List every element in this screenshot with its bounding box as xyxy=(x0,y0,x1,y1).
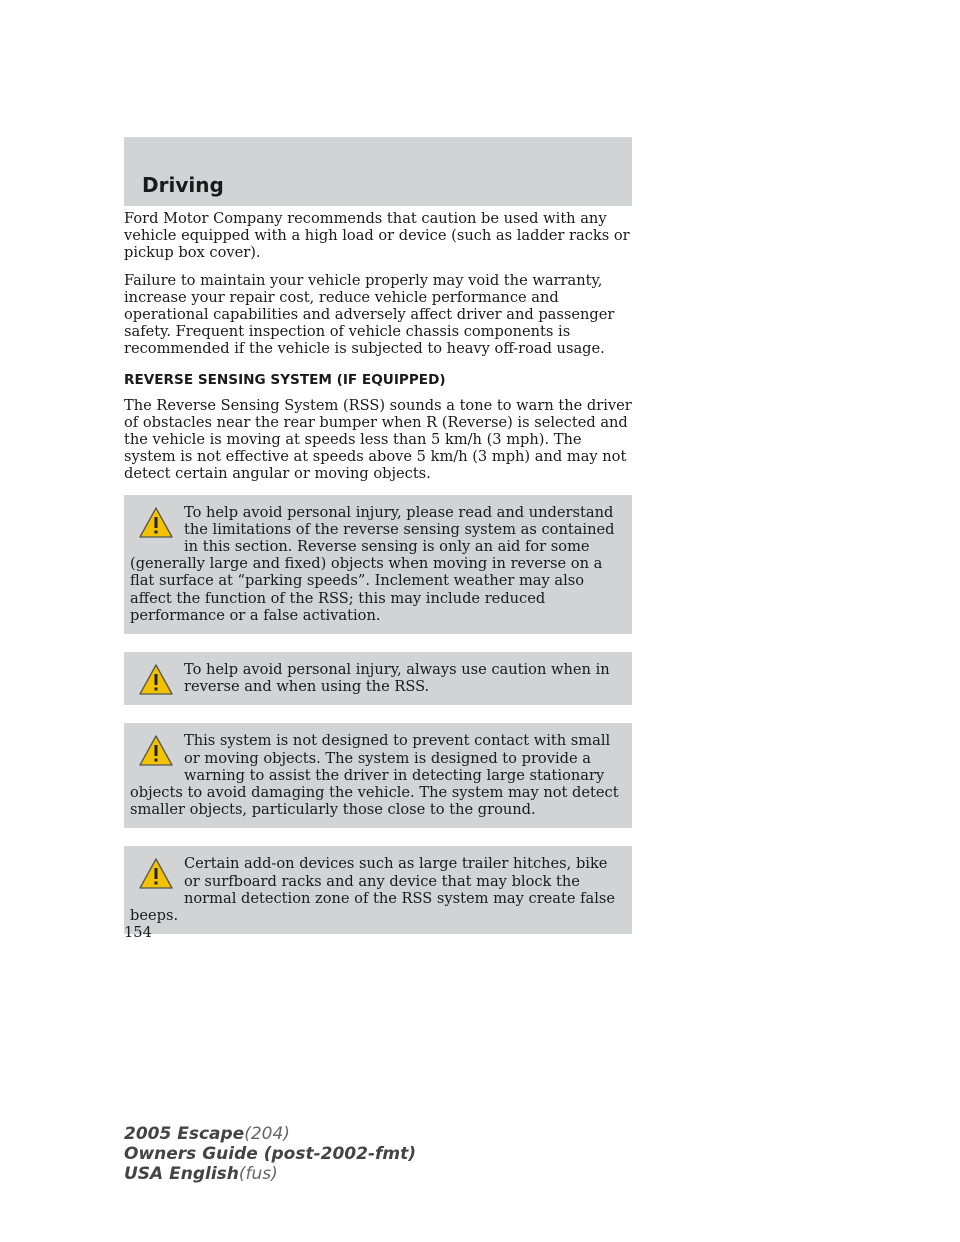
warning-text: To help avoid personal injury, always use caution when in reverse and when using the RSS. xyxy=(184,661,610,696)
footer-guide: Owners Guide (post-2002-fmt) xyxy=(124,1144,417,1164)
warning-triangle-icon xyxy=(138,857,174,891)
section-heading: REVERSE SENSING SYSTEM (IF EQUIPPED) xyxy=(124,371,446,388)
warning-triangle-icon xyxy=(138,734,174,768)
warning-box xyxy=(124,495,632,634)
section-title: Driving xyxy=(142,173,224,197)
page-number: 154 xyxy=(124,924,152,941)
section-header-band xyxy=(124,137,632,206)
warning-text: Certain add-on devices such as large trailer hitches, bike or surfboard racks and any device that may block the normal detection zone of the RSS system may create false beeps. xyxy=(130,855,616,925)
section-intro: The Reverse Sensing System (RSS) sounds a tone to warn the driver of obstacles near the rear bumper when R (Reverse) is selected and the vehicle is moving at speeds less than 5 km/h (3 mph). The system is not effective at speeds above 5 km/h (3 mph) and may not detect certain angular or moving objects. xyxy=(124,396,632,483)
footer-language-code: (fus) xyxy=(238,1164,278,1184)
warning-box xyxy=(124,723,632,828)
warning-box xyxy=(124,846,632,934)
warning-triangle-icon xyxy=(138,506,174,540)
warning-text: This system is not designed to prevent contact with small or moving objects. The system is designed to provide a warning to assist the driver in detecting large stationary objects to avoid damaging the vehicle. The system may not detect smaller objects, particularly those close to the ground. xyxy=(130,732,619,819)
page-content xyxy=(124,210,632,952)
warning-triangle-icon xyxy=(138,663,174,697)
warning-box xyxy=(124,652,632,705)
footer-language: USA English xyxy=(124,1164,239,1184)
paragraph: Ford Motor Company recommends that caution be used with any vehicle equipped with a high load or device (such as ladder racks or pickup box cover). xyxy=(124,210,630,262)
footer-line xyxy=(124,1124,416,1144)
warning-text: To help avoid personal injury, please read and understand the limitations of the reverse sensing system as contained in this section. Reverse sensing is only an aid for some (generally large and fixed) objects when moving in reverse on a flat surface at “parking speeds”. Inclement weather may also affect the function of the RSS; this may include reduced performance or a false activation. xyxy=(130,503,615,624)
footer-line xyxy=(124,1164,416,1184)
paragraph: Failure to maintain your vehicle properly may void the warranty, increase your repair cost, reduce vehicle performance and operational capabilities and adversely affect driver and passenger safety. Frequent inspection of vehicle chassis components is recommended if the vehicle is subjected to heavy off-road usage. xyxy=(124,271,615,358)
footer-model: 2005 Escape xyxy=(124,1124,245,1144)
footer-model-code: (204) xyxy=(244,1124,290,1144)
document-footer xyxy=(124,1124,416,1184)
footer-line xyxy=(124,1144,416,1164)
